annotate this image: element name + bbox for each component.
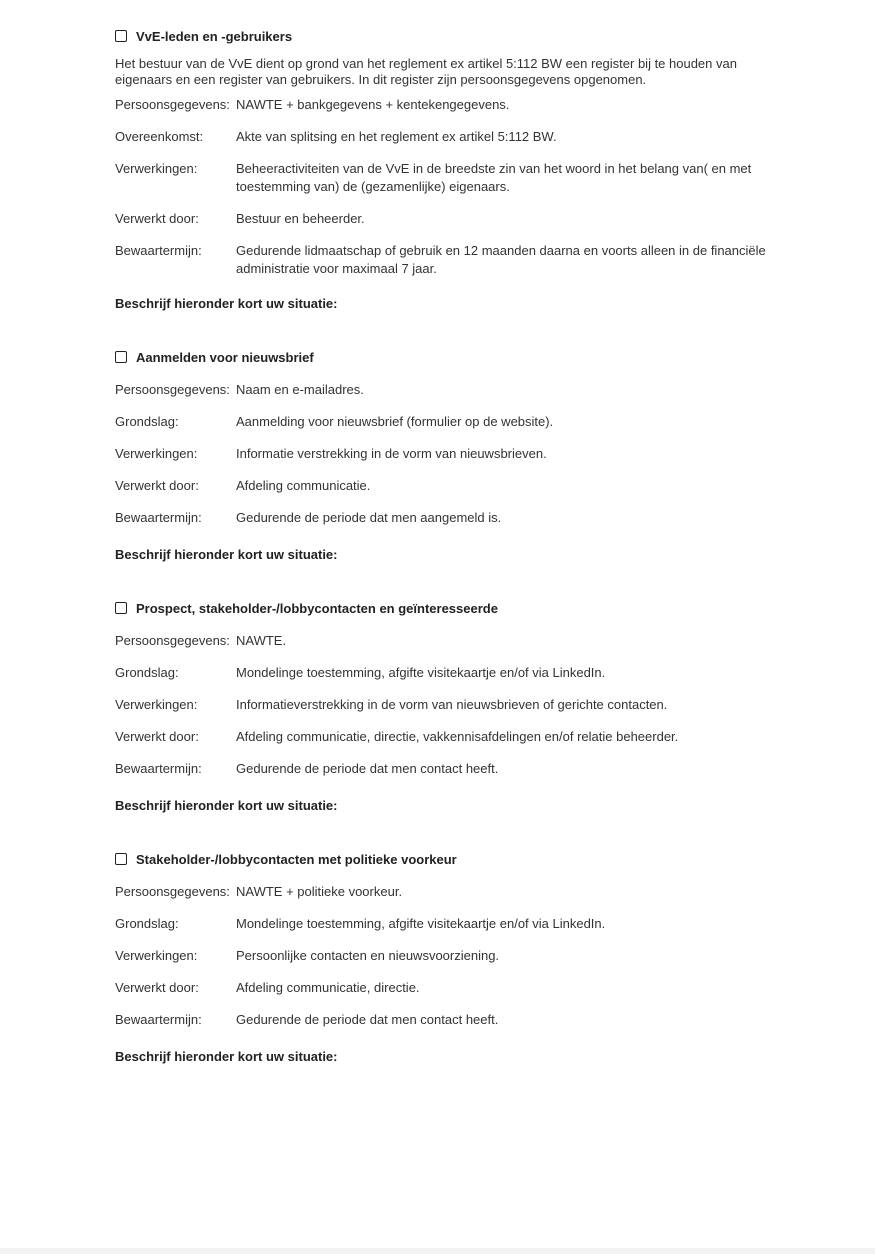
row-value: Gedurende de periode dat men aangemeld is. bbox=[236, 510, 502, 525]
page-bottom-edge bbox=[0, 1248, 875, 1254]
row-verwerkt-door bbox=[115, 728, 775, 746]
row-persoonsgegevens bbox=[115, 632, 775, 650]
section-title: Prospect, stakeholder-/lobbycontacten en geïnteresseerde bbox=[136, 600, 498, 616]
row-label: Verwerkt door: bbox=[115, 729, 199, 744]
section-title: Stakeholder-/lobbycontacten met politieke voorkeur bbox=[136, 851, 457, 867]
row-persoonsgegevens bbox=[115, 381, 775, 399]
row-value: Mondelinge toestemming, afgifte visitekaartje en/of via LinkedIn. bbox=[236, 665, 606, 680]
row-grondslag bbox=[115, 664, 775, 682]
checkbox-prospect[interactable] bbox=[115, 602, 127, 614]
row-grondslag bbox=[115, 413, 775, 431]
row-label: Overeenkomst: bbox=[115, 129, 204, 144]
row-label: Verwerkt door: bbox=[115, 980, 199, 995]
row-value: Bestuur en beheerder. bbox=[236, 211, 365, 226]
row-label: Persoonsgegevens: bbox=[115, 97, 230, 112]
section-politieke-voorkeur bbox=[115, 849, 775, 1067]
row-value: NAWTE. bbox=[236, 633, 287, 648]
row-label: Persoonsgegevens: bbox=[115, 884, 230, 899]
row-persoonsgegevens bbox=[115, 883, 775, 901]
section-vve bbox=[115, 26, 775, 314]
row-label: Bewaartermijn: bbox=[115, 1012, 202, 1027]
row-label: Bewaartermijn: bbox=[115, 510, 202, 525]
section-header bbox=[115, 26, 775, 46]
row-label: Verwerkt door: bbox=[115, 211, 199, 226]
row-value: Informatieverstrekking in de vorm van nieuwsbrieven of gerichte contacten. bbox=[236, 697, 668, 712]
checkbox-politieke-voorkeur[interactable] bbox=[115, 853, 127, 865]
row-value: Gedurende de periode dat men contact heeft. bbox=[236, 1012, 499, 1027]
row-label: Verwerkingen: bbox=[115, 161, 198, 176]
spacer bbox=[115, 565, 775, 598]
row-value: Afdeling communicatie, directie. bbox=[236, 980, 420, 995]
row-value: Aanmelding voor nieuwsbrief (formulier op de website). bbox=[236, 414, 554, 429]
row-bewaartermijn bbox=[115, 760, 775, 778]
row-label: Persoonsgegevens: bbox=[115, 382, 230, 397]
document-page bbox=[115, 26, 775, 1067]
row-label: Verwerkingen: bbox=[115, 446, 198, 461]
row-value: Akte van splitsing en het reglement ex artikel 5:112 BW. bbox=[236, 129, 557, 144]
row-label: Persoonsgegevens: bbox=[115, 633, 230, 648]
row-overeenkomst bbox=[115, 128, 775, 146]
row-value: Afdeling communicatie, directie, vakkennisafdelingen en/of relatie beheerder. bbox=[236, 729, 679, 744]
row-label: Grondslag: bbox=[115, 665, 179, 680]
row-label: Grondslag: bbox=[115, 414, 179, 429]
row-persoonsgegevens bbox=[115, 96, 775, 114]
row-value: Gedurende lidmaatschap of gebruik en 12 maanden daarna en voorts alleen in de financiële administratie voor maximaal 7 jaar. bbox=[236, 243, 766, 276]
row-value: NAWTE + politieke voorkeur. bbox=[236, 884, 403, 899]
describe-situation-label: Beschrijf hieronder kort uw situatie: bbox=[115, 798, 338, 813]
section-header bbox=[115, 849, 775, 869]
row-label: Bewaartermijn: bbox=[115, 243, 202, 258]
row-value: Beheeractiviteiten van de VvE in de breedste zin van het woord in het belang van( en met toestemming van) de (gezamenlijke) eigenaars. bbox=[236, 161, 752, 194]
section-header bbox=[115, 347, 775, 367]
row-value: Informatie verstrekking in de vorm van nieuwsbrieven. bbox=[236, 446, 547, 461]
section-header bbox=[115, 598, 775, 618]
section-title: VvE-leden en -gebruikers bbox=[136, 28, 293, 44]
row-verwerkt-door bbox=[115, 210, 775, 228]
row-grondslag bbox=[115, 915, 775, 933]
row-value: Naam en e-mailadres. bbox=[236, 382, 364, 397]
spacer bbox=[115, 314, 775, 347]
describe-situation-label: Beschrijf hieronder kort uw situatie: bbox=[115, 547, 338, 562]
row-bewaartermijn bbox=[115, 242, 775, 278]
section-title: Aanmelden voor nieuwsbrief bbox=[136, 349, 314, 365]
checkbox-nieuwsbrief[interactable] bbox=[115, 351, 127, 363]
row-verwerkt-door bbox=[115, 477, 775, 495]
checkbox-vve[interactable] bbox=[115, 30, 127, 42]
row-label: Verwerkingen: bbox=[115, 697, 198, 712]
section-nieuwsbrief bbox=[115, 347, 775, 565]
row-label: Bewaartermijn: bbox=[115, 761, 202, 776]
row-value: Gedurende de periode dat men contact heeft. bbox=[236, 761, 499, 776]
row-verwerkingen bbox=[115, 445, 775, 463]
section-prospect bbox=[115, 598, 775, 816]
row-label: Verwerkingen: bbox=[115, 948, 198, 963]
row-verwerkingen bbox=[115, 160, 775, 196]
row-value: Mondelinge toestemming, afgifte visitekaartje en/of via LinkedIn. bbox=[236, 916, 606, 931]
describe-situation-label: Beschrijf hieronder kort uw situatie: bbox=[115, 1049, 338, 1064]
row-verwerkingen bbox=[115, 696, 775, 714]
row-value: NAWTE + bankgegevens + kentekengegevens. bbox=[236, 97, 510, 112]
row-value: Afdeling communicatie. bbox=[236, 478, 371, 493]
spacer bbox=[115, 816, 775, 849]
row-verwerkingen bbox=[115, 947, 775, 965]
row-bewaartermijn bbox=[115, 509, 775, 527]
row-label: Grondslag: bbox=[115, 916, 179, 931]
section-intro: Het bestuur van de VvE dient op grond van het reglement ex artikel 5:112 BW een register bij te houden van eigenaars en een register van gebruikers. In dit register zijn persoonsgegevens opgenomen. bbox=[115, 56, 737, 87]
row-verwerkt-door bbox=[115, 979, 775, 997]
row-value: Persoonlijke contacten en nieuwsvoorziening. bbox=[236, 948, 500, 963]
describe-situation-label: Beschrijf hieronder kort uw situatie: bbox=[115, 296, 338, 311]
row-bewaartermijn bbox=[115, 1011, 775, 1029]
row-label: Verwerkt door: bbox=[115, 478, 199, 493]
